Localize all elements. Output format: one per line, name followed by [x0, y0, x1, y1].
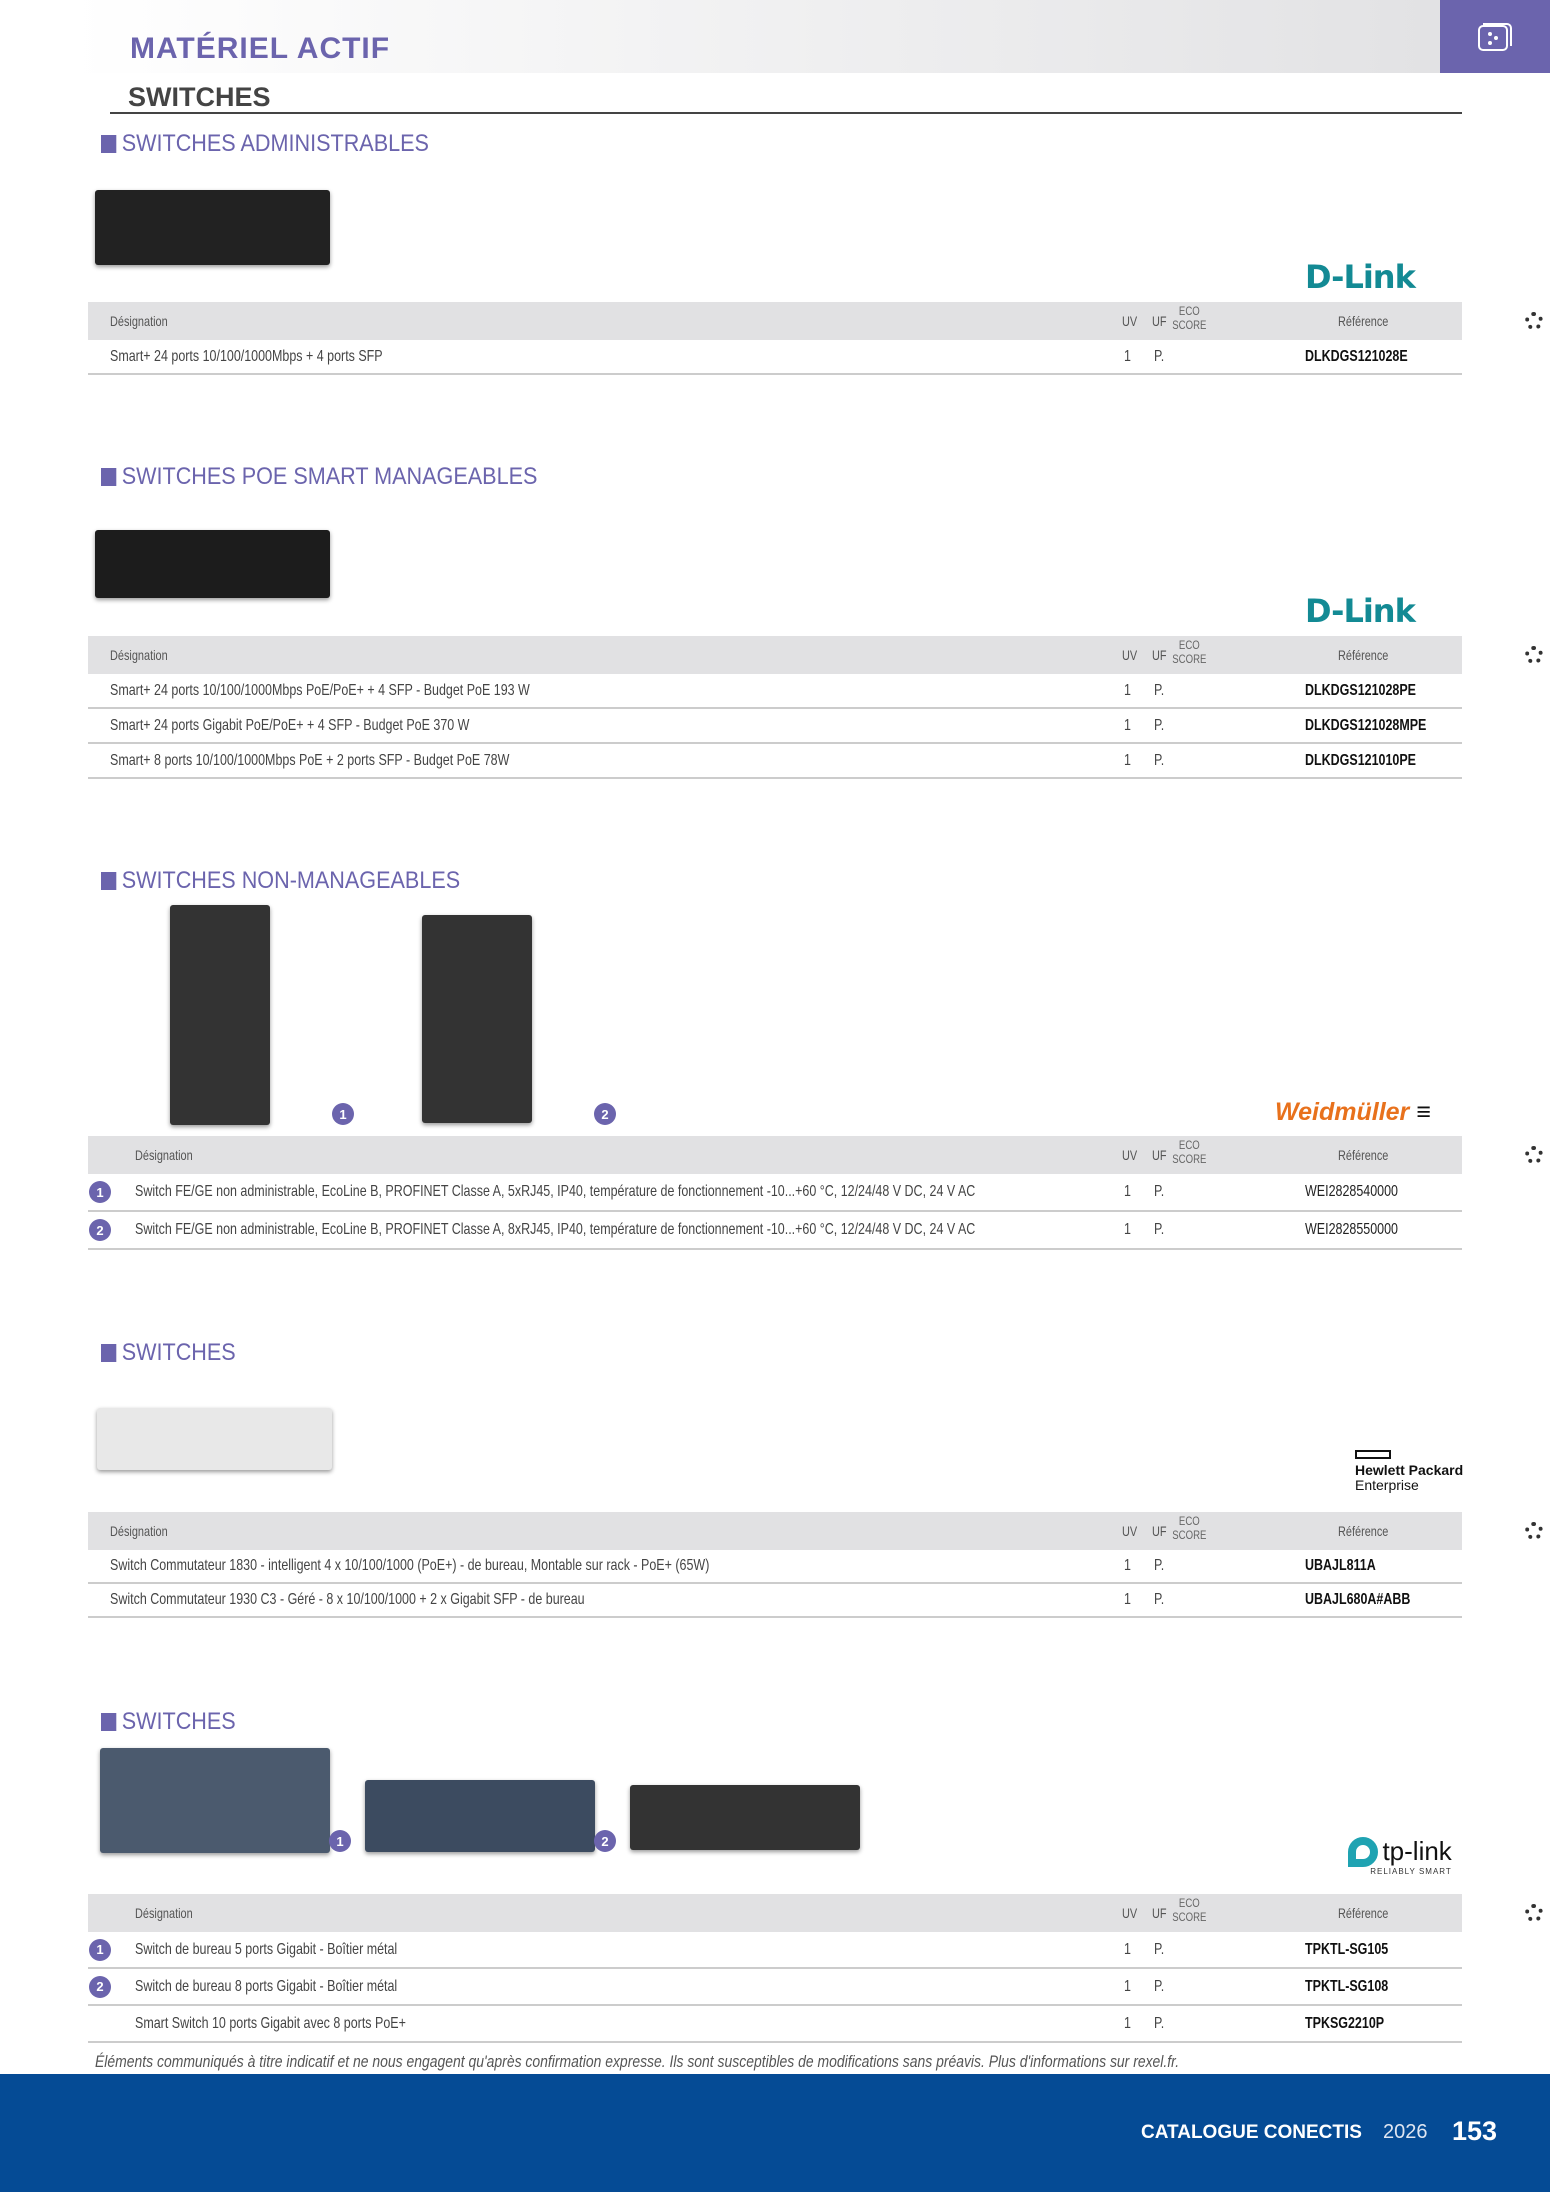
row-uf: P. [1154, 1977, 1165, 1995]
table-row[interactable] [88, 744, 1462, 779]
row-badge: 1 [89, 1939, 111, 1961]
col-designation: Désignation [135, 1147, 193, 1163]
row-uf: P. [1154, 716, 1165, 734]
col-uf: UF [1152, 313, 1167, 329]
row-designation: Switch Commutateur 1830 - intelligent 4 x 10/100/1000 (PoE+) - de bureau, Montable sur rack - PoE+ (65W) [110, 1557, 710, 1574]
recycle-icon [1525, 1522, 1543, 1540]
bullet-square [101, 1713, 116, 1731]
row-uf: P. [1154, 1591, 1165, 1608]
row-reference[interactable]: DLKDGS121010PE [1305, 751, 1416, 769]
col-eco-score: ECO SCORE [1172, 638, 1207, 666]
col-designation: Désignation [110, 1523, 168, 1539]
image-badge: 1 [329, 1830, 351, 1852]
catalog-year: 2026 [1383, 2121, 1428, 2143]
table-row[interactable] [88, 1550, 1462, 1584]
row-reference[interactable]: DLKDGS121028MPE [1305, 716, 1427, 734]
table-header [88, 1512, 1462, 1550]
col-designation: Désignation [135, 1905, 193, 1921]
row-designation: Smart+ 8 ports 10/100/1000Mbps PoE + 2 ports SFP - Budget PoE 78W [110, 751, 510, 769]
page-number: 153 [1452, 2116, 1498, 2146]
brand-logo-hpe: Hewlett Packard Enterprise [1355, 1450, 1463, 1493]
bullet-square [101, 1344, 116, 1362]
table-header [88, 1894, 1462, 1932]
section-heading [101, 1708, 236, 1736]
col-reference: Référence [1338, 1523, 1389, 1539]
recycle-icon [1525, 646, 1543, 664]
row-reference[interactable]: TPKTL-SG105 [1305, 1940, 1389, 1958]
row-uv: 1 [1124, 1591, 1131, 1608]
col-uf: UF [1152, 647, 1167, 663]
section-title: SWITCHES [121, 1708, 236, 1735]
table-header [88, 302, 1462, 340]
row-designation: Smart+ 24 ports 10/100/1000Mbps PoE/PoE+ + 4 SFP - Budget PoE 193 W [110, 681, 530, 699]
col-uv: UV [1122, 1905, 1138, 1921]
row-uf: P. [1154, 751, 1165, 769]
row-uv: 1 [1124, 751, 1131, 769]
page-subtitle: SWITCHES [128, 82, 271, 112]
row-designation: Switch Commutateur 1930 C3 - Géré - 8 x 10/100/1000 + 2 x Gigabit SFP - de bureau [110, 1591, 585, 1608]
footer [0, 2074, 1550, 2192]
product-image [365, 1780, 595, 1852]
col-designation: Désignation [110, 647, 168, 663]
row-designation: Smart Switch 10 ports Gigabit avec 8 ports PoE+ [135, 2014, 406, 2032]
table-row[interactable] [88, 1584, 1462, 1618]
bullet-square [101, 135, 116, 153]
row-reference[interactable]: UBAJL811A [1305, 1557, 1376, 1574]
row-uf: P. [1154, 1183, 1165, 1200]
row-uv: 1 [1124, 681, 1131, 699]
col-uv: UV [1122, 1147, 1138, 1163]
bullet-square [101, 468, 116, 486]
row-reference[interactable]: WEI2828540000 [1305, 1183, 1398, 1200]
table-row[interactable] [88, 1174, 1462, 1212]
section-heading [101, 867, 460, 895]
row-designation: Switch FE/GE non administrable, EcoLine B, PROFINET Classe A, 8xRJ45, IP40, température de fonctionnement -10...+60 °C, 12/24/48 V DC, 24 V AC [135, 1221, 976, 1238]
row-designation: Smart+ 24 ports 10/100/1000Mbps + 4 ports SFP [110, 347, 383, 365]
table-row[interactable] [88, 1969, 1462, 2006]
image-badge: 2 [594, 1103, 616, 1125]
table-row[interactable] [88, 2006, 1462, 2043]
row-reference[interactable]: TPKSG2210P [1305, 2014, 1385, 2032]
table-row[interactable] [88, 340, 1462, 375]
row-uv: 1 [1124, 1977, 1131, 1995]
title-divider [110, 112, 1462, 114]
recycle-icon [1525, 312, 1543, 330]
brand-logo-dlink: D-Link [1305, 592, 1415, 630]
section-heading [101, 463, 537, 491]
section-heading [101, 1339, 236, 1367]
section-title: SWITCHES NON-MANAGEABLES [121, 867, 461, 894]
brand-logo-tplink: tp-link RELIABLY SMART [1348, 1836, 1452, 1876]
col-uv: UV [1122, 647, 1138, 663]
col-eco-score: ECO SCORE [1172, 1896, 1207, 1924]
row-designation: Switch de bureau 5 ports Gigabit - Boîtier métal [135, 1940, 398, 1958]
recycle-icon [1525, 1146, 1543, 1164]
category-tab[interactable] [1440, 0, 1550, 73]
row-reference[interactable]: DLKDGS121028PE [1305, 681, 1416, 699]
col-uf: UF [1152, 1147, 1167, 1163]
product-image [170, 905, 270, 1125]
row-uv: 1 [1124, 1183, 1131, 1200]
col-eco-score: ECO SCORE [1172, 304, 1207, 332]
network-device-icon [1475, 20, 1515, 54]
catalog-name: CATALOGUE CONECTIS [1141, 2122, 1362, 2143]
col-uv: UV [1122, 313, 1138, 329]
row-uf: P. [1154, 1940, 1165, 1958]
col-designation: Désignation [110, 313, 168, 329]
product-image [422, 915, 532, 1123]
row-uf: P. [1154, 1557, 1165, 1574]
section-title: SWITCHES POE SMART MANAGEABLES [121, 463, 538, 490]
row-uf: P. [1154, 347, 1165, 365]
row-uf: P. [1154, 2014, 1165, 2032]
product-image [95, 190, 330, 265]
row-designation: Smart+ 24 ports Gigabit PoE/PoE+ + 4 SFP - Budget PoE 370 W [110, 716, 470, 734]
row-uv: 1 [1124, 716, 1131, 734]
product-image [95, 530, 330, 598]
row-designation: Switch FE/GE non administrable, EcoLine B, PROFINET Classe A, 5xRJ45, IP40, température de fonctionnement -10...+60 °C, 12/24/48 V DC, 24 V AC [135, 1183, 976, 1200]
table-header [88, 636, 1462, 674]
image-badge: 2 [594, 1830, 616, 1852]
table-header [88, 1136, 1462, 1174]
row-reference[interactable]: UBAJL680A#ABB [1305, 1591, 1411, 1608]
row-uv: 1 [1124, 1557, 1131, 1574]
col-uf: UF [1152, 1905, 1167, 1921]
col-reference: Référence [1338, 647, 1389, 663]
col-reference: Référence [1338, 1147, 1389, 1163]
col-eco-score: ECO SCORE [1172, 1138, 1207, 1166]
table-row[interactable] [88, 674, 1462, 709]
row-badge: 1 [89, 1181, 111, 1203]
col-reference: Référence [1338, 313, 1389, 329]
row-reference[interactable]: WEI2828550000 [1305, 1221, 1398, 1238]
product-image [100, 1748, 330, 1853]
row-uf: P. [1154, 681, 1165, 699]
section-title: SWITCHES ADMINISTRABLES [121, 130, 429, 157]
col-reference: Référence [1338, 1905, 1389, 1921]
brand-logo-weidmuller: Weidmüller ≡ [1275, 1098, 1431, 1126]
section-title: SWITCHES [121, 1339, 236, 1366]
table-row[interactable] [88, 1212, 1462, 1250]
table-row[interactable] [88, 1932, 1462, 1969]
page-title: MATÉRIEL ACTIF [130, 32, 391, 65]
disclaimer: Éléments communiqués à titre indicatif et ne nous engagent qu'après confirmation expresse. Ils sont susceptibles de modifications sans préavis. Plus d'informations sur rexel.fr. [95, 2052, 1180, 2071]
table-row[interactable] [88, 709, 1462, 744]
col-eco-score: ECO SCORE [1172, 1514, 1207, 1542]
row-uv: 1 [1124, 347, 1131, 365]
row-uf: P. [1154, 1221, 1165, 1238]
row-badge: 2 [89, 1219, 111, 1241]
row-uv: 1 [1124, 1940, 1131, 1958]
row-uv: 1 [1124, 2014, 1131, 2032]
bullet-square [101, 872, 116, 890]
product-image [630, 1785, 860, 1850]
row-badge: 2 [89, 1976, 111, 1998]
row-uv: 1 [1124, 1221, 1131, 1238]
brand-logo-dlink: D-Link [1305, 258, 1415, 296]
recycle-icon [1525, 1904, 1543, 1922]
row-reference[interactable]: TPKTL-SG108 [1305, 1977, 1389, 1995]
row-reference[interactable]: DLKDGS121028E [1305, 347, 1408, 365]
product-image [97, 1408, 332, 1470]
col-uf: UF [1152, 1523, 1167, 1539]
section-heading [101, 130, 429, 158]
col-uv: UV [1122, 1523, 1138, 1539]
row-designation: Switch de bureau 8 ports Gigabit - Boîtier métal [135, 1977, 398, 1995]
image-badge: 1 [332, 1103, 354, 1125]
